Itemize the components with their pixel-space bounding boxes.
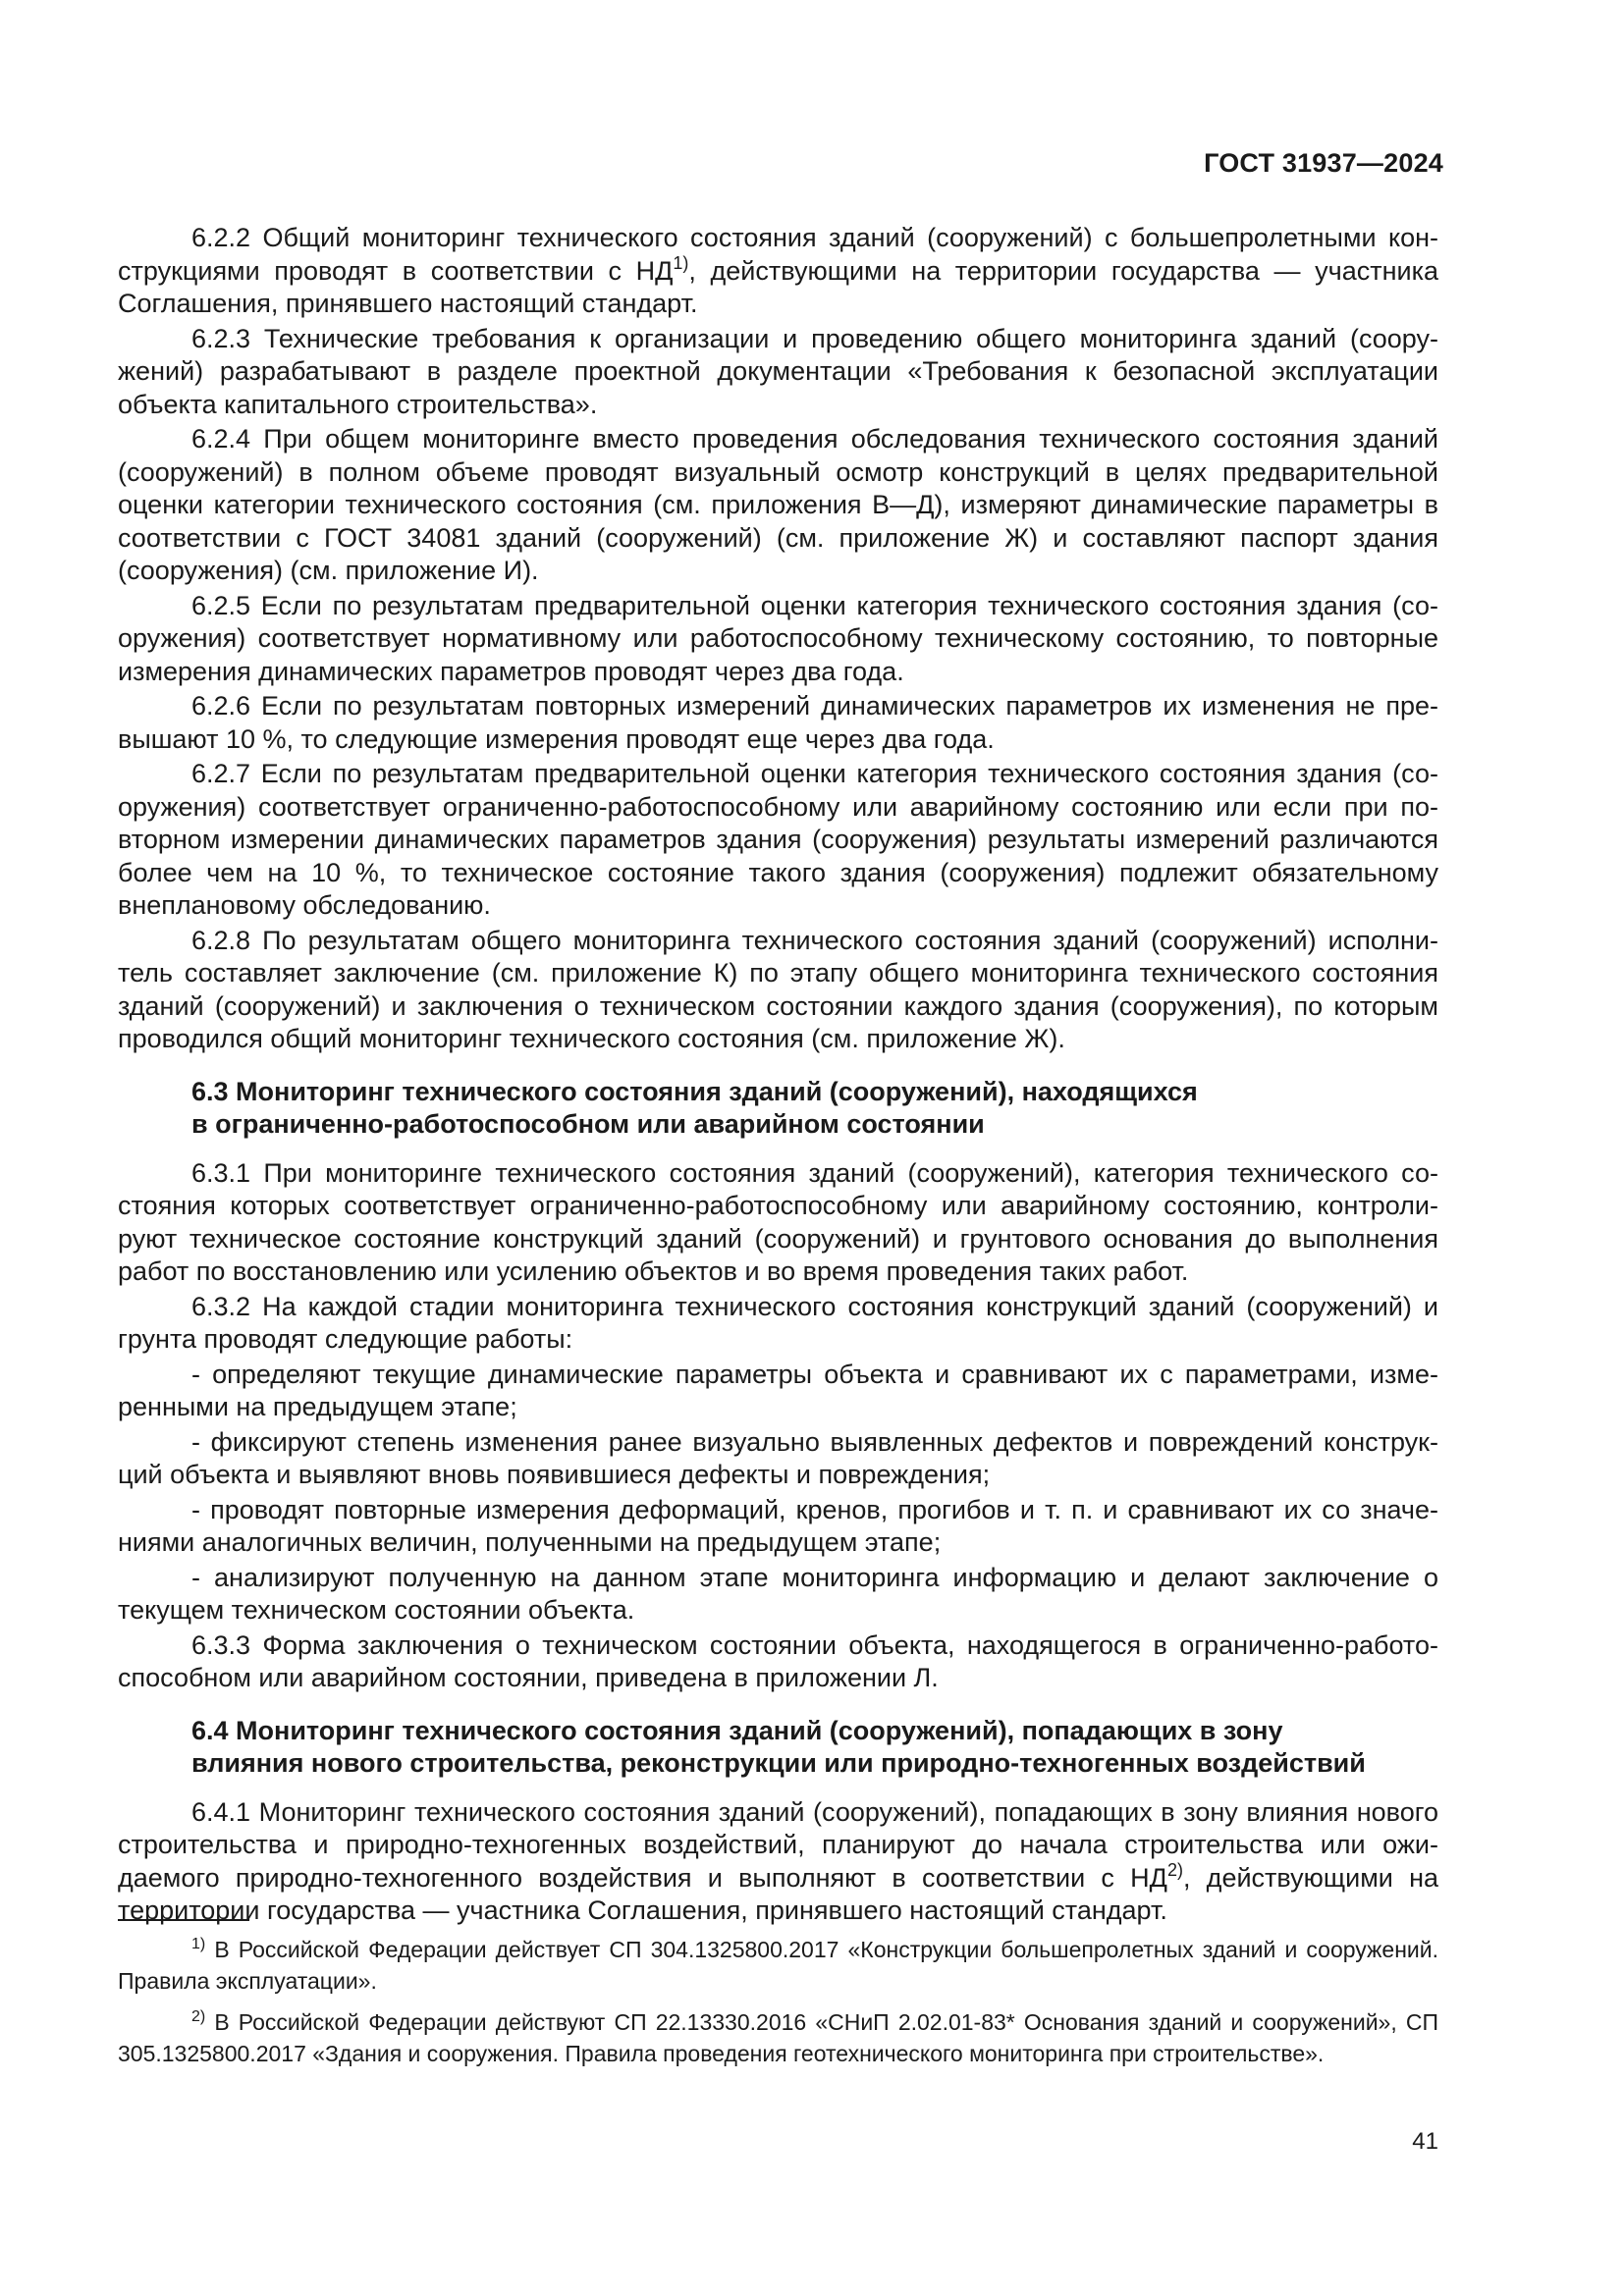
- list-item: - проводят повторные измерения деформаций, кренов, прогибов и т. п. и сравнивают их со значениями аналогичных величин, полученными на предыдущем этапе;: [118, 1494, 1438, 1557]
- footnote-divider: [118, 1919, 249, 1921]
- paragraph-6-3-1: 6.3.1 При мониторинге технического состояния зданий (сооружений), категория технического состояния которых соответствует ограниченно-работоспособному или аварийному состоянию, контролируют техническое состояние конструкций зданий (сооружений) и грунтового основания до выполнения работ по восстановлению или усилению объектов и во время проведения таких работ.: [118, 1157, 1438, 1286]
- paragraph-6-2-3: 6.2.3 Технические требования к организации и проведению общего мониторинга зданий (сооружений) разрабатывают в разделе проектной документации «Требования к безопасной эксплуатации объекта капитального строительства».: [118, 323, 1438, 419]
- section-heading-6-3-line-1: 6.3 Мониторинг технического состояния зданий (сооружений), находящихся: [191, 1076, 1198, 1106]
- list-item: - определяют текущие динамические параметры объекта и сравнивают их с параметрами, измеренными на предыдущем этапе;: [118, 1359, 1438, 1421]
- footnote-marker: 1): [191, 1936, 206, 1952]
- paragraph-6-3-2: 6.3.2 На каждой стадии мониторинга технического состояния конструкций зданий (сооружений) и грунта проводят следующие работы:: [118, 1291, 1438, 1354]
- footnote-ref-2: 2): [1166, 1859, 1183, 1880]
- section-heading-6-4-line-2: влияния нового строительства, реконструкции или природно-техногенных воздействий: [191, 1748, 1366, 1778]
- paragraph-6-2-5: 6.2.5 Если по результатам предварительной оценки категория технического состояния здания (сооружения) соответствует нормативному или работоспособному техническому состоянию, то повторные измерения динамических параметров проводят через два года.: [118, 590, 1438, 686]
- paragraph-6-2-7: 6.2.7 Если по результатам предварительной оценки категория технического состояния здания (сооружения) соответствует ограниченно-работоспособному или аварийному состоянию или если при повторном измерении динамических параметров здания (сооружения) результаты измерений различаются более чем на 10 %, то техническое состояние такого здания (сооружения) подлежит обязательному внеплановому обследованию.: [118, 759, 1438, 920]
- paragraph-6-2-4: 6.2.4 При общем мониторинге вместо проведения обследования технического состояния зданий (сооружений) в полном объеме проводят визуальный осмотр конструкций в целях предварительной оценки категории технического состояния (см. приложения В—Д), измеряют динамические параметры в соответствии с ГОСТ 34081 зданий (сооружений) (см. приложение Ж) и составляют паспорт здания (сооружения) (см. приложение И).: [118, 424, 1438, 585]
- footnote-1: $^{1)}$ В Российской Федерации действует СП 304.1325800.2017 «Конструкции большепролетных зданий и сооружений. Правила эксплуатации».: [118, 1936, 1438, 1994]
- paragraph-6-2-6: 6.2.6 Если по результатам повторных измерений динамических параметров их изменения не превышают 10 %, то следующие измерения проводят еще через два года.: [118, 691, 1438, 754]
- section-heading-6-3: [191, 1076, 1438, 1142]
- page-number: 41: [1412, 2128, 1438, 2155]
- section-heading-6-4-line-1: 6.4 Мониторинг технического состояния зданий (сооружений), попадающих в зону: [191, 1715, 1283, 1745]
- list-item: - анализируют полученную на данном этапе мониторинга информацию и делают заключение о текущем техническом состоянии объекта.: [118, 1562, 1438, 1625]
- footnote-ref-1: 1): [673, 252, 689, 273]
- footnote-marker: 2): [191, 2008, 206, 2025]
- document-header: ГОСТ 31937—2024: [1204, 148, 1443, 178]
- list-item: - фиксируют степень изменения ранее визуально выявленных дефектов и повреждений конструкций объекта и выявляют вновь появившиеся дефекты и повреждения;: [118, 1426, 1438, 1489]
- footnote-2: $^{2)}$ В Российской Федерации действуют СП 22.13330.2016 «СНиП 2.02.01-83* Основания зданий и сооружений», СП 305.1325800.2017 «Здания и сооружения. Правила проведения геотехнического мониторинга при строительстве».: [118, 2008, 1438, 2066]
- paragraph-6-3-3: 6.3.3 Форма заключения о техническом состоянии объекта, находящегося в ограниченно-работоспособном или аварийном состоянии, приведена в приложении Л.: [118, 1629, 1438, 1692]
- paragraph-6-2-2: 6.2.2 Общий мониторинг технического состояния зданий (сооружений) с большепролетными конструкциями проводят в соответствии с НД$^{1)}$, действующими на территории государства — участника Соглашения, принявшего настоящий стандарт.: [118, 223, 1439, 318]
- paragraph-6-2-8: 6.2.8 По результатам общего мониторинга технического состояния зданий (сооружений) исполнитель составляет заключение (см. приложение К) по этапу общего мониторинга технического состояния зданий (сооружений) и заключения о техническом состоянии каждого здания (сооружения), по которым проводился общий мониторинг технического состояния (см. приложение Ж).: [118, 925, 1438, 1053]
- section-heading-6-3-line-2: в ограниченно-работоспособном или аварийном состоянии: [191, 1109, 985, 1139]
- main-content: [118, 222, 1438, 1930]
- footnotes: [118, 1934, 1438, 2079]
- paragraph-6-4-1: 6.4.1 Мониторинг технического состояния зданий (сооружений), попадающих в зону влияния нового строительства и природно-техногенных воздействий, планируют до начала строительства или ожидаемого природно-техногенного воздействия и выполняют в соответствии с НД$^{2)}$, действующими на территории государства — участника Соглашения, принявшего настоящий стандарт.: [118, 1796, 1439, 1925]
- section-heading-6-4: [191, 1715, 1438, 1781]
